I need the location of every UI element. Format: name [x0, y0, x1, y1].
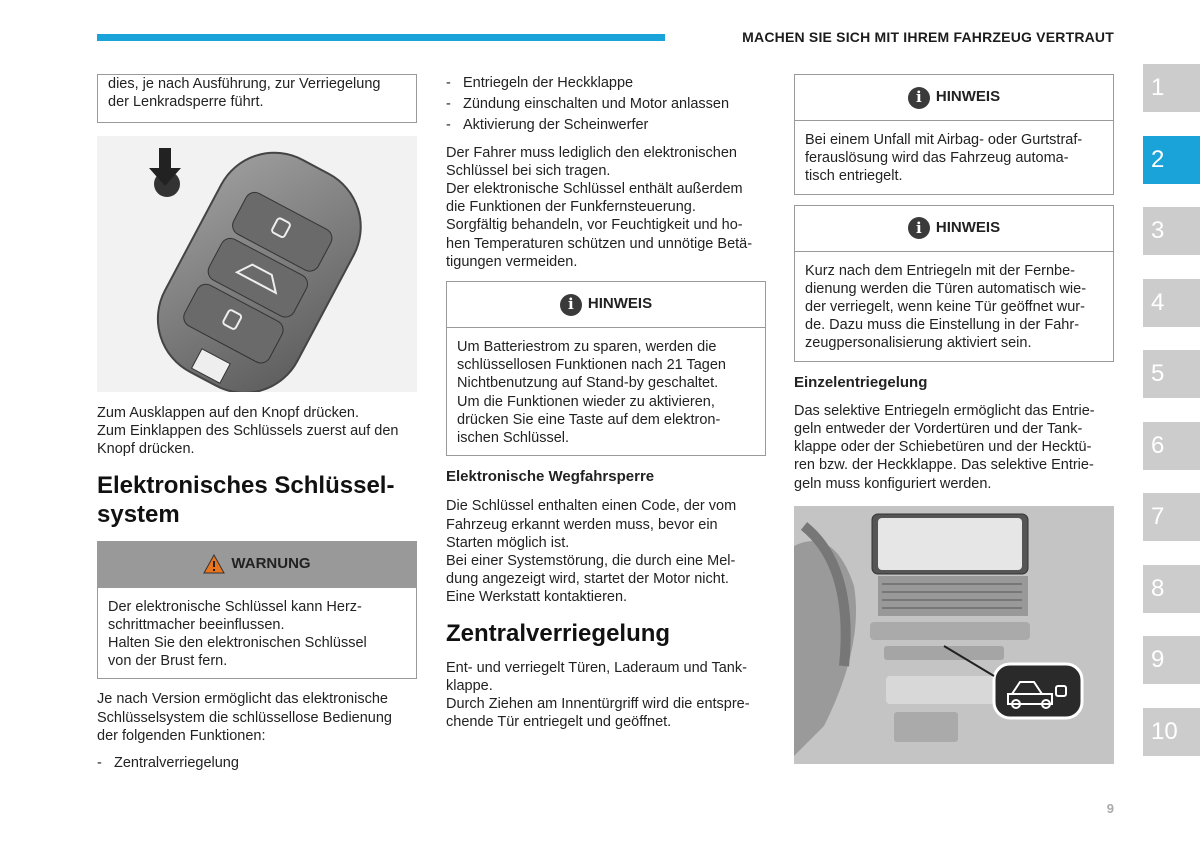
text-line: klappe oder der Schiebetüren und der Hecktü-: [794, 439, 1092, 456]
warning-header: [98, 542, 416, 588]
text-line: Der elektronische Schlüssel enthält außerdem: [446, 181, 743, 198]
note-title: HINWEIS: [587, 295, 653, 313]
text-line: Je nach Version ermöglicht das elektronische: [97, 691, 388, 708]
warning-box: [97, 541, 417, 680]
heading-line: system: [97, 500, 180, 528]
paragraph: [794, 402, 1114, 493]
text-line: Der elektronische Schlüssel kann Herz-: [108, 598, 362, 615]
text-line: Eine Werkstatt kontaktieren.: [446, 589, 628, 606]
info-icon: i: [908, 87, 930, 109]
column-1: [97, 74, 417, 772]
text-line: ischen Schlüssel.: [457, 430, 570, 447]
header-accent-bar: [97, 34, 665, 41]
page-header-title: MACHEN SIE SICH MIT IHREM FAHRZEUG VERTRAUT: [742, 29, 1114, 45]
list-item-text: Entriegeln der Heckklappe: [463, 75, 634, 91]
note-box: [794, 205, 1114, 362]
text-line: Schlüssel bei sich tragen.: [446, 162, 611, 179]
text-line: Um die Funktionen wieder zu aktivieren,: [457, 393, 715, 410]
key-fob-image: [97, 136, 417, 392]
list-item-text: Aktivierung der Scheinwerfer: [463, 117, 649, 134]
chapter-tab-8[interactable]: 8: [1143, 565, 1200, 613]
paragraph: [97, 690, 417, 745]
text-line: dienung werden die Türen automatisch wie-: [805, 280, 1087, 297]
chapter-tab-2[interactable]: 2: [1143, 136, 1200, 184]
note-title: HINWEIS: [935, 219, 1001, 236]
text-line: Ent- und verriegelt Türen, Laderaum und Tank-: [446, 659, 747, 676]
chapter-tab-1[interactable]: 1: [1143, 64, 1200, 112]
note-text: [795, 121, 1113, 194]
text-line: Die Schlüssel enthalten einen Code, der vom: [446, 498, 737, 515]
chapter-tab-5[interactable]: 5: [1143, 350, 1200, 398]
key-fob-illustration: [97, 136, 417, 392]
note-header: [795, 206, 1113, 252]
list-item: - Aktivierung der Scheinwerfer: [446, 117, 649, 134]
text-line: der folgenden Funktionen:: [97, 727, 266, 744]
note-box: [794, 74, 1114, 195]
text-line: Fahrzeug erkannt werden muss, bevor ein: [446, 516, 718, 533]
text-line: dies, je nach Ausführung, zur Verriegelung: [108, 76, 381, 92]
chapter-tab-10[interactable]: 10: [1143, 708, 1200, 756]
text-line: ren bzw. der Heckklappe. Das selektive Entrie-: [794, 457, 1094, 474]
paragraph: [446, 144, 766, 271]
subheading: Elektronische Wegfahrsperre: [446, 468, 655, 486]
text-line: Um Batteriestrom zu sparen, werden die: [457, 339, 717, 356]
text-line: tisch entriegelt.: [805, 168, 903, 185]
text-line: Bei einem Unfall mit Airbag- oder Gurtstraf-: [805, 132, 1083, 148]
dashboard-illustration: [794, 506, 1114, 764]
text-line: Das selektive Entriegeln ermöglicht das Entrie-: [794, 402, 1095, 419]
chapter-tab-3[interactable]: 3: [1143, 207, 1200, 255]
text-line: klappe.: [446, 677, 493, 694]
chapter-tab-7[interactable]: 7: [1143, 493, 1200, 541]
text-line: Starten möglich ist.: [446, 534, 570, 551]
chapter-tab-9[interactable]: 9: [1143, 636, 1200, 684]
note-header: [795, 75, 1113, 121]
heading-line: Elektronisches Schlüssel-: [97, 471, 395, 499]
text-line: geln muss konfiguriert werden.: [794, 475, 992, 492]
text-line: der verriegelt, wenn keine Tür geöffnet wur-: [805, 299, 1085, 316]
section-heading: Zentralverriegelung: [446, 619, 671, 647]
chapter-tab-4[interactable]: 4: [1143, 279, 1200, 327]
text-line: die Funktionen der Funkfernsteuerung.: [446, 199, 696, 216]
note-text: [447, 328, 765, 455]
text-line: ferauslösung wird das Fahrzeug automa-: [805, 150, 1069, 167]
text-line: Nichtbenutzung auf Stand-by geschaltet.: [457, 375, 719, 392]
warning-text: [98, 588, 416, 679]
list-item: - Zündung einschalten und Motor anlassen: [446, 96, 730, 113]
warning-triangle-icon: [203, 554, 225, 574]
text-line: Durch Ziehen am Innentürgriff wird die entspre-: [446, 696, 750, 713]
list-item-text: Zentralverriegelung: [114, 755, 239, 772]
list-item: - Entriegeln der Heckklappe: [446, 75, 634, 91]
text-line: Zum Ausklappen auf den Knopf drücken.: [97, 405, 359, 421]
subheading: Einzelentriegelung: [794, 373, 928, 391]
note-text: [795, 252, 1113, 361]
column-2: [446, 74, 766, 731]
key-caption: [97, 404, 417, 459]
chapter-tabs: [1143, 64, 1200, 779]
list-item-text: Zündung einschalten und Motor anlassen: [463, 96, 730, 113]
text-line: schrittmacher beeinflussen.: [108, 616, 285, 633]
text-line: tigungen vermeiden.: [446, 253, 578, 270]
text-line: Knopf drücken.: [97, 441, 195, 458]
text-line: zeugpersonalisierung aktiviert sein.: [805, 335, 1032, 352]
text-line: geln entweder der Vordertüren und der Tank-: [794, 421, 1083, 438]
text-line: de. Dazu muss die Einstellung in der Fahr-: [805, 317, 1080, 334]
column-3: [794, 74, 1114, 764]
continued-note-box: [97, 74, 417, 123]
text-line: chende Tür entriegelt und geöffnet.: [446, 714, 672, 731]
section-heading: [97, 471, 417, 529]
text-line: Sorgfältig behandeln, vor Feuchtigkeit und ho-: [446, 217, 743, 234]
dashboard-image: [794, 506, 1114, 764]
text-line: der Lenkradsperre führt.: [108, 94, 264, 111]
warning-title: WARNUNG: [231, 555, 311, 572]
text-line: Halten Sie den elektronischen Schlüssel: [108, 635, 367, 652]
paragraph: [446, 497, 766, 606]
info-icon: i: [560, 294, 582, 316]
text-line: Schlüsselsystem die schlüssellose Bedienung: [97, 709, 392, 726]
list-item: - Zentralverriegelung: [97, 755, 239, 772]
text-line: dung angezeigt wird, startet der Motor nicht.: [446, 571, 729, 588]
note-box: [446, 281, 766, 456]
text-line: Der Fahrer muss lediglich den elektronischen: [446, 144, 737, 161]
chapter-tab-6[interactable]: 6: [1143, 422, 1200, 470]
text-line: hen Temperaturen schützen und unnötige Betä-: [446, 235, 753, 252]
text-line: schlüssellosen Funktionen nach 21 Tagen: [457, 357, 726, 374]
text-line: von der Brust fern.: [108, 653, 228, 670]
info-icon: i: [908, 217, 930, 239]
paragraph: [446, 659, 766, 732]
text-line: Bei einer Systemstörung, die durch eine Mel-: [446, 553, 736, 570]
text-line: Zum Einklappen des Schlüssels zuerst auf den: [97, 423, 399, 440]
note-title: HINWEIS: [935, 88, 1001, 106]
text-line: Kurz nach dem Entriegeln mit der Fernbe-: [805, 262, 1075, 279]
note-header: [447, 282, 765, 328]
text-line: drücken Sie eine Taste auf dem elektron-: [457, 411, 721, 428]
page-number: 9: [1106, 801, 1114, 816]
